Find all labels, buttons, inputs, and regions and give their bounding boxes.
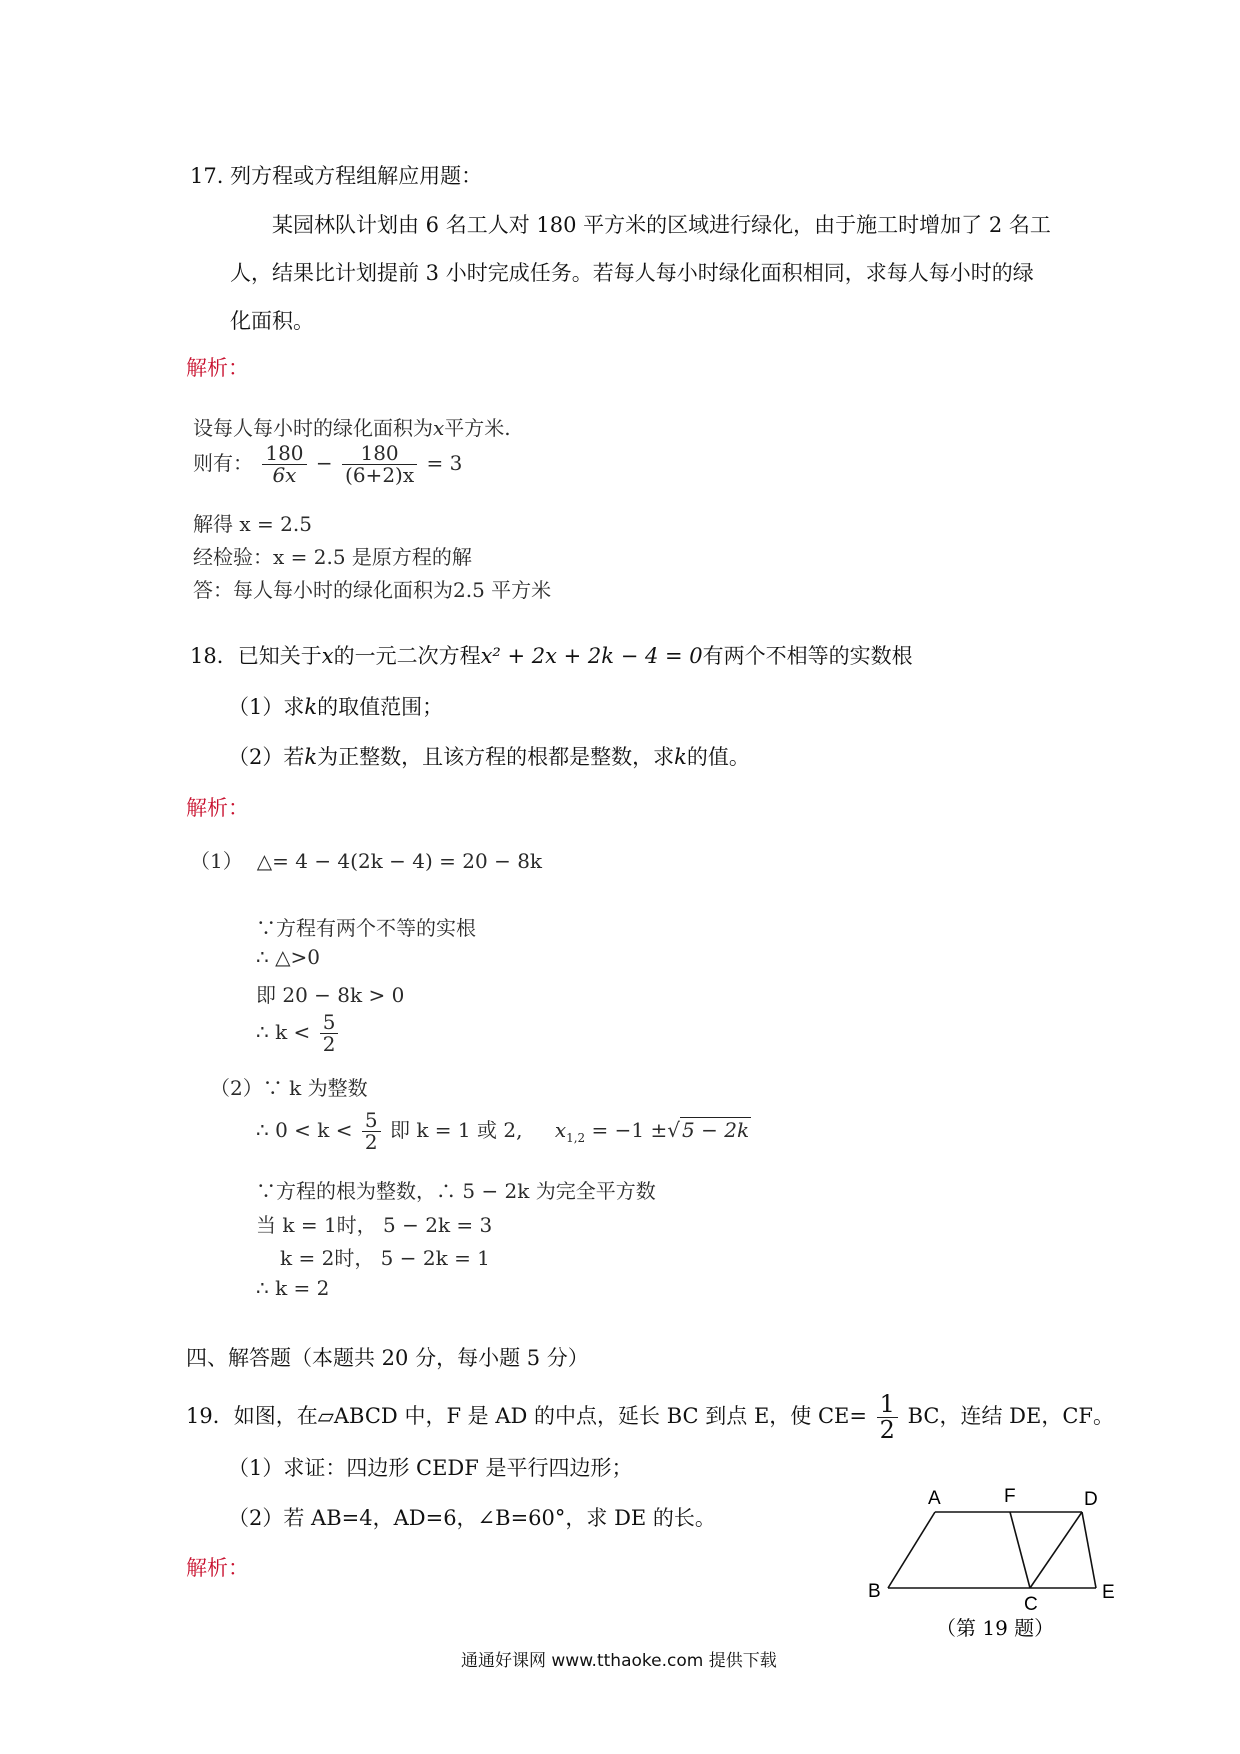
- segment-dc: [1030, 1512, 1082, 1588]
- q17-sol-text: 设每人每小时的绿化面积为: [193, 416, 433, 440]
- part-label: （2）: [210, 1076, 263, 1100]
- q17-sol-line4: [193, 541, 472, 570]
- fraction: [262, 443, 306, 486]
- q18-sol-l6: [256, 1110, 751, 1153]
- discriminant-eq: △= 4 − 4(2k − 4) = 20 − 8k: [256, 849, 543, 873]
- section4-title: 四、解答题（本题共 20 分，每小题 5 分）: [186, 1346, 589, 1370]
- q18-text: 的一元二次方程: [333, 644, 481, 668]
- label-f: F: [1004, 1486, 1016, 1507]
- label-d: D: [1084, 1489, 1098, 1510]
- q18-sol-text: ∵ k 为整数: [262, 1076, 368, 1100]
- equals: = 3: [426, 451, 463, 475]
- q19-text: 19．如图，在▱ABCD 中，F 是 AD 的中点，延长 BC 到点 E，使 CE=: [186, 1404, 867, 1429]
- q18-sol-p1: [190, 845, 542, 874]
- parallelogram-figure: [850, 1480, 1130, 1640]
- root-var: x: [554, 1118, 567, 1142]
- roots-formula: $x_{1,2} = -1$ ±√ 5 − 2k: [554, 1118, 750, 1145]
- q17-sol-var: x: [433, 416, 445, 440]
- q18-sol-text: 即 k = 1 或 2,: [389, 1118, 523, 1142]
- q18-sol-text: ∴ k <: [256, 1020, 311, 1044]
- fraction-den: 6x: [272, 463, 297, 487]
- q18-var: k: [304, 745, 318, 769]
- fraction-num: 180: [342, 443, 417, 465]
- q18-sol-l9: k = 2时， 5 − 2k = 1: [280, 1246, 490, 1270]
- q17-sol-text: 经检验：: [193, 545, 273, 569]
- q18-sol-l8: 当 k = 1时， 5 − 2k = 3: [256, 1213, 493, 1237]
- fraction-num: 180: [262, 443, 306, 465]
- q18-equation: x² + 2x + 2k − 4 = 0: [480, 644, 703, 668]
- q18-text: （2）若: [228, 745, 305, 769]
- q19-part2: （2）若 AB=4，AD=6，∠B=60°，求 DE 的长。: [228, 1506, 716, 1530]
- q19-part1: （1）求证：四边形 CEDF 是平行四边形；: [228, 1456, 633, 1480]
- q17-sol-line5: 答：每人每小时的绿化面积为2.5 平方米: [193, 578, 552, 602]
- fraction: [320, 1012, 339, 1055]
- q17-sol-text: 是原方程的解: [351, 545, 472, 569]
- q18-sol-l4: [256, 1012, 341, 1055]
- q18-sol-l3: 即 20 − 8k > 0: [256, 983, 405, 1007]
- q17-body-line2: 人，结果比计划提前 3 小时完成任务。若每人每小时绿化面积相同，求每人每小时的绿: [230, 261, 1034, 285]
- q19-text: BC，连结 DE，CF。: [907, 1404, 1114, 1429]
- q17-sol-line3: 解得 x = 2.5: [193, 512, 312, 536]
- fraction-num: 5: [362, 1110, 381, 1132]
- q18-analysis-label: 解析：: [186, 796, 249, 820]
- fraction: [342, 443, 417, 486]
- q18-sol-p2: [210, 1072, 368, 1101]
- q17-body-line3: 化面积。: [230, 309, 314, 333]
- label-c: C: [1024, 1594, 1038, 1615]
- label-b: B: [868, 1581, 881, 1602]
- minus-sign: −: [315, 451, 333, 475]
- fraction-den: 2: [322, 1032, 336, 1056]
- fraction-den: 2: [879, 1416, 895, 1445]
- fraction-num: 1: [877, 1392, 898, 1418]
- q18-text: 为正整数，且该方程的根都是整数，求: [317, 745, 675, 769]
- segment-fc: [1010, 1512, 1030, 1588]
- q17-body-line1: 某园林队计划由 6 名工人对 180 平方米的区域进行绿化，由于施工时增加了 2 名工: [272, 213, 1051, 237]
- q17-sol-eq: x = 2.5: [273, 545, 346, 569]
- q17-sol-text: 则有：: [193, 451, 253, 475]
- q18-sol-l1: ∵方程有两个不等的实根: [256, 916, 476, 940]
- figure-caption: （第 19 题）: [936, 1616, 1055, 1640]
- q18-text: 有两个不相等的实数根: [702, 644, 913, 668]
- root-eq: = −1 ±: [591, 1118, 668, 1142]
- q18-sol-text: ∴ 0 < k <: [256, 1118, 353, 1142]
- fraction-den: (6+2)x: [345, 463, 415, 487]
- segment-ab: [888, 1512, 935, 1588]
- fraction-den: 2: [364, 1130, 378, 1154]
- q17-analysis-label: 解析：: [186, 356, 249, 380]
- q17-sol-text: 平方米.: [444, 416, 511, 440]
- q18-var: k: [674, 745, 687, 769]
- q18-title: [190, 640, 913, 670]
- q17-sol-line1: [193, 412, 511, 441]
- q18-sol-l10: ∴ k = 2: [256, 1276, 330, 1300]
- label-e: E: [1102, 1582, 1115, 1603]
- q18-sol-l2: ∴ △>0: [256, 945, 320, 969]
- q19-title: [186, 1392, 1114, 1443]
- q18-text: 的值。: [686, 745, 750, 769]
- q18-sol-l7: ∵方程的根为整数，∴ 5 − 2k 为完全平方数: [256, 1179, 656, 1203]
- radicand: 5 − 2k: [682, 1118, 750, 1142]
- page-footer: 通通好课网 www.tthaoke.com 提供下载: [461, 1651, 777, 1671]
- root-sub: 1,2: [566, 1131, 586, 1145]
- fraction: [877, 1392, 898, 1443]
- part-label: （1）: [190, 849, 243, 873]
- q18-text: 18．已知关于: [190, 644, 322, 668]
- q18-part2: [228, 741, 750, 771]
- q18-text: （1）求: [228, 695, 305, 719]
- q17-title: 17. 列方程或方程组解应用题：: [190, 164, 483, 188]
- segment-de: [1082, 1512, 1096, 1588]
- label-a: A: [928, 1488, 941, 1509]
- fraction: [362, 1110, 381, 1153]
- q18-var: k: [304, 695, 318, 719]
- q18-text: 的取值范围；: [317, 695, 444, 719]
- q18-var: x: [321, 644, 334, 668]
- fraction-num: 5: [320, 1012, 339, 1034]
- q18-part1: [228, 691, 443, 721]
- q19-analysis-label: 解析：: [186, 1556, 249, 1580]
- q17-sol-line2: [193, 443, 462, 486]
